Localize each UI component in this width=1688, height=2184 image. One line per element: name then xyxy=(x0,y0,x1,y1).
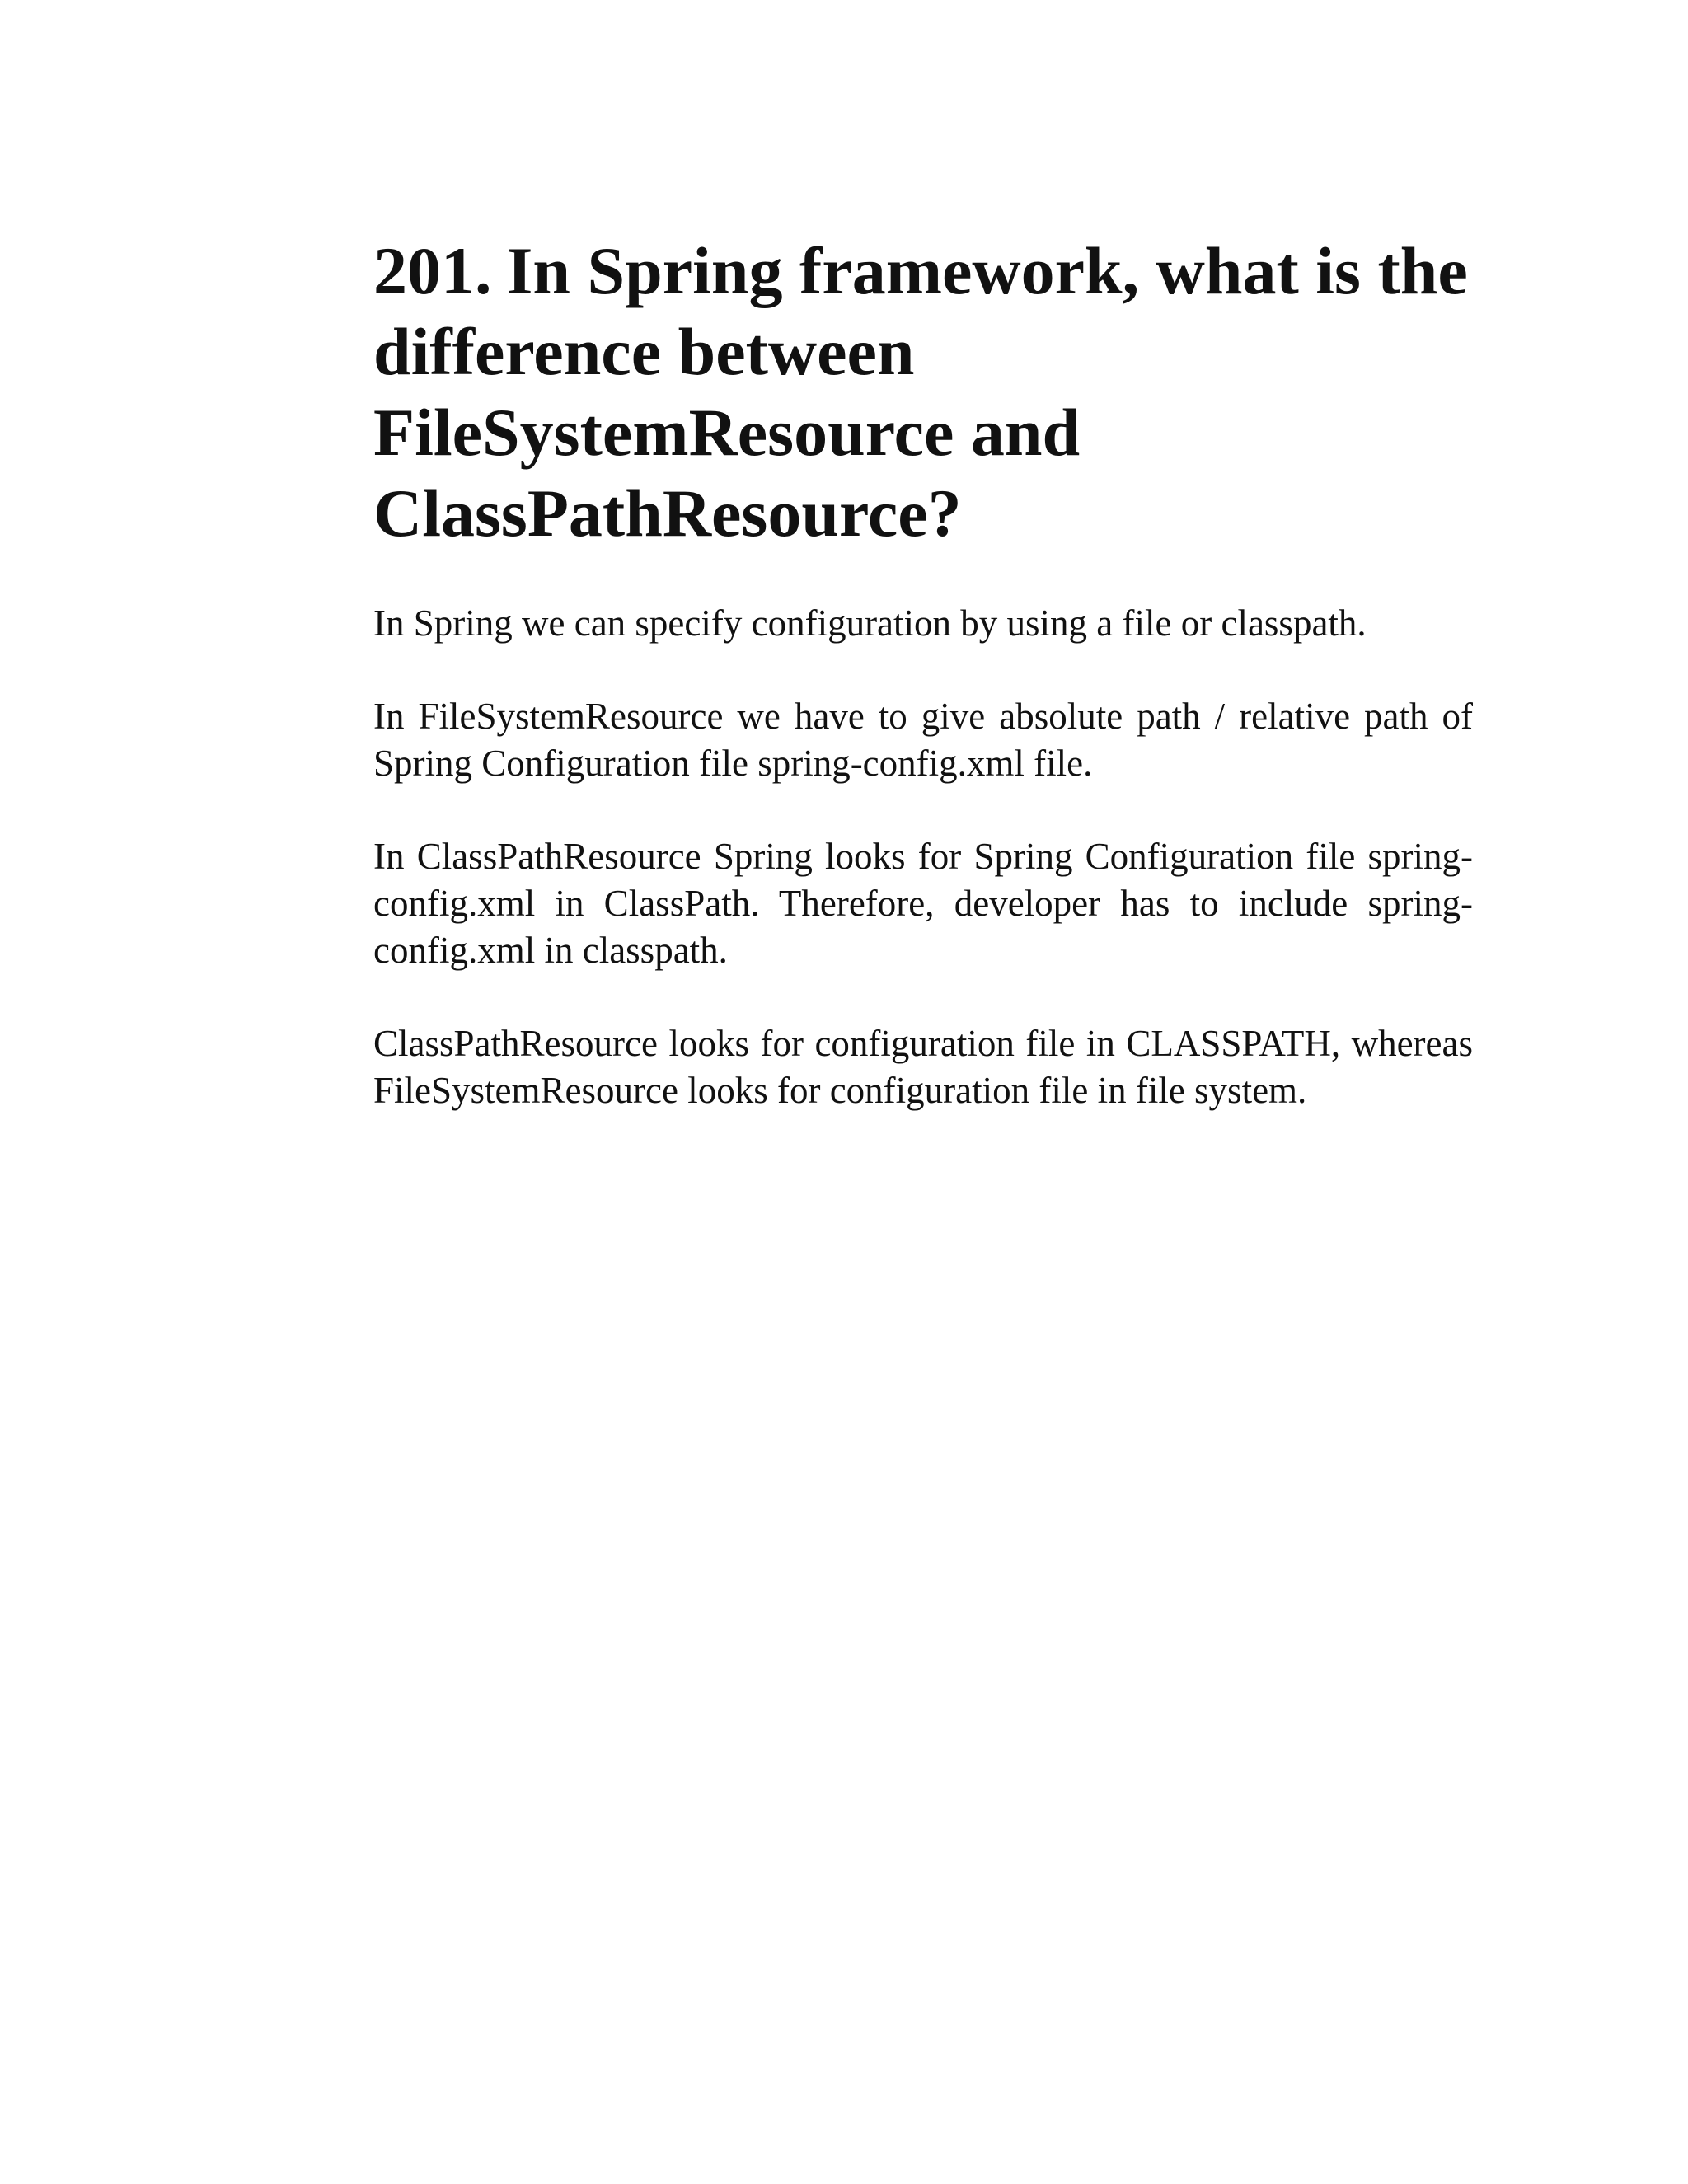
question-heading xyxy=(373,231,1473,554)
answer-paragraph-3: In ClassPathResource Spring looks for Spring Configuration file spring-config.xml in ClassPath. Therefore, developer has to include spring-config.xml in classpath. xyxy=(373,836,1473,971)
question-number: 201. xyxy=(373,233,492,308)
answer-paragraph-4: ClassPathResource looks for configuration file in CLASSPATH, whereas FileSystemResource looks for configuration file in file system. xyxy=(373,1023,1473,1111)
question-title: In Spring framework, what is the difference between FileSystemResource and ClassPathResource? xyxy=(373,233,1468,551)
answer-paragraph-2: In FileSystemResource we have to give absolute path / relative path of Spring Configuration file spring-config.xml file. xyxy=(373,696,1473,784)
answer-paragraph-1: In Spring we can specify configuration by using a file or classpath. xyxy=(373,602,1367,644)
question-content xyxy=(373,231,1473,1114)
